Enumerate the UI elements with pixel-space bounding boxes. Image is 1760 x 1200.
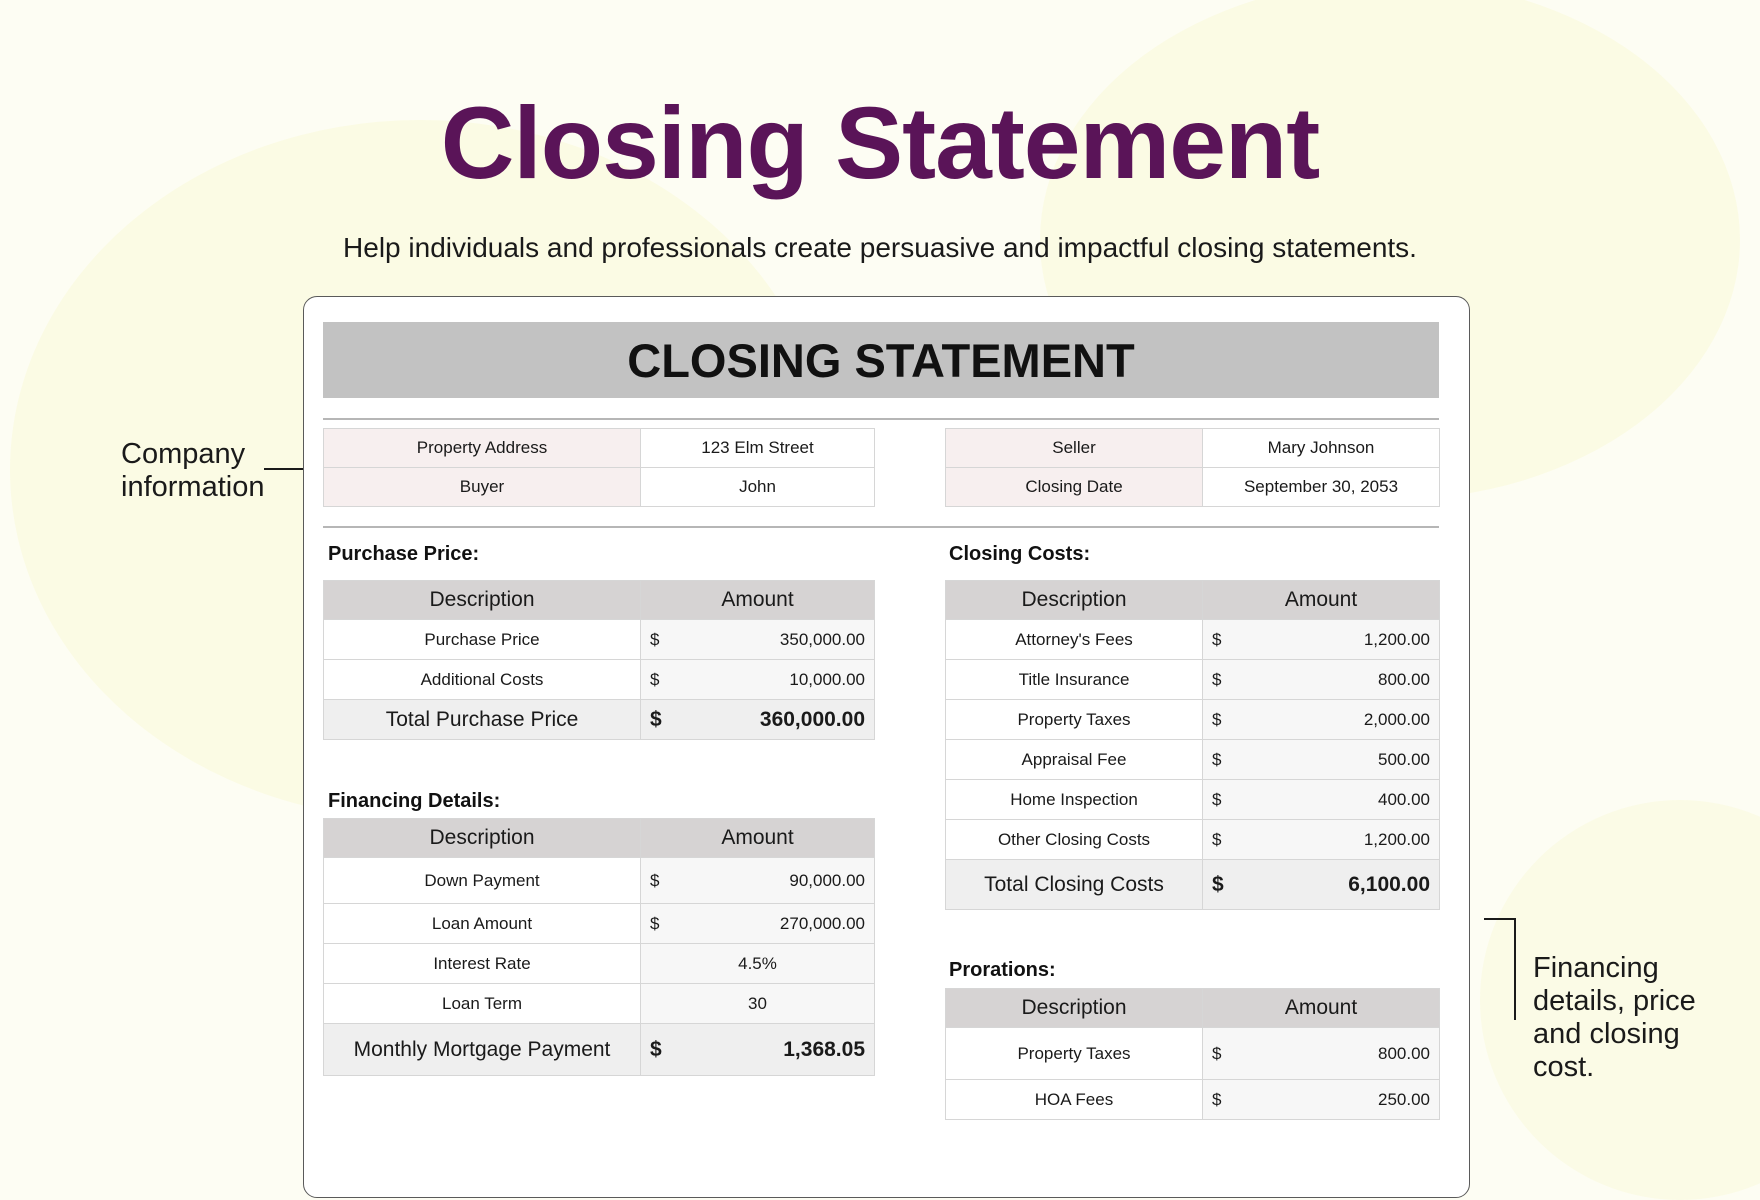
row-description: Property Taxes xyxy=(946,700,1203,740)
divider xyxy=(323,526,1439,528)
table-row xyxy=(946,700,1440,740)
page-title: Closing Statement xyxy=(440,86,1320,200)
row-description: Property Taxes xyxy=(946,1028,1203,1080)
section-label-financing: Financing Details: xyxy=(328,790,501,812)
info-table-left xyxy=(323,428,875,507)
table-row xyxy=(324,660,875,700)
table-row xyxy=(946,660,1440,700)
row-amount[interactable]: $ 800.00 xyxy=(1203,660,1440,700)
row-amount[interactable]: $ 350,000.00 xyxy=(641,620,875,660)
info-value[interactable]: Mary Johnson xyxy=(1203,429,1440,468)
table-row xyxy=(324,620,875,660)
row-amount[interactable]: $ 400.00 xyxy=(1203,780,1440,820)
row-value[interactable]: 4.5% xyxy=(641,944,875,984)
callout-line xyxy=(1484,918,1515,920)
info-row xyxy=(324,468,875,507)
info-label: Buyer xyxy=(324,468,641,507)
row-description: Title Insurance xyxy=(946,660,1203,700)
column-header-amount: Amount xyxy=(1203,989,1440,1028)
section-label-closing-costs: Closing Costs: xyxy=(949,543,1091,565)
row-description: Additional Costs xyxy=(324,660,641,700)
section-label-purchase: Purchase Price: xyxy=(328,543,480,565)
table-row xyxy=(946,780,1440,820)
row-value[interactable]: 30 xyxy=(641,984,875,1024)
row-description: Loan Amount xyxy=(324,904,641,944)
table-row xyxy=(324,984,875,1024)
prorations-table xyxy=(945,988,1440,1120)
total-row xyxy=(946,860,1440,910)
total-row xyxy=(324,700,875,740)
row-description: Interest Rate xyxy=(324,944,641,984)
row-amount[interactable]: $ 90,000.00 xyxy=(641,858,875,904)
total-label: Total Closing Costs xyxy=(946,860,1203,910)
financing-table xyxy=(323,818,875,1076)
info-label: Property Address xyxy=(324,429,641,468)
callout-line xyxy=(1514,918,1516,1020)
info-value[interactable]: September 30, 2053 xyxy=(1203,468,1440,507)
row-amount[interactable]: $ 500.00 xyxy=(1203,740,1440,780)
column-header-amount: Amount xyxy=(641,581,875,620)
table-row xyxy=(946,740,1440,780)
info-label: Closing Date xyxy=(946,468,1203,507)
row-description: Attorney's Fees xyxy=(946,620,1203,660)
row-description: Other Closing Costs xyxy=(946,820,1203,860)
table-row xyxy=(324,944,875,984)
closing-costs-table xyxy=(945,580,1440,910)
total-amount: $ 1,368.05 xyxy=(641,1024,875,1076)
info-value[interactable]: John xyxy=(641,468,875,507)
column-header-description: Description xyxy=(946,581,1203,620)
total-amount: $ 360,000.00 xyxy=(641,700,875,740)
info-row xyxy=(946,468,1440,507)
column-header-description: Description xyxy=(324,581,641,620)
row-description: Purchase Price xyxy=(324,620,641,660)
column-header-amount: Amount xyxy=(641,819,875,858)
row-amount[interactable]: $ 2,000.00 xyxy=(1203,700,1440,740)
table-header-row xyxy=(324,819,875,858)
table-row xyxy=(946,620,1440,660)
info-value[interactable]: 123 Elm Street xyxy=(641,429,875,468)
page-subtitle: Help individuals and professionals create persuasive and impactful closing statements. xyxy=(343,232,1417,263)
row-amount[interactable]: $ 250.00 xyxy=(1203,1080,1440,1120)
statement-sheet xyxy=(303,296,1470,1198)
row-amount[interactable]: $ 1,200.00 xyxy=(1203,620,1440,660)
info-row xyxy=(324,429,875,468)
purchase-table xyxy=(323,580,875,740)
row-description: Appraisal Fee xyxy=(946,740,1203,780)
table-row xyxy=(324,904,875,944)
sheet-header: CLOSING STATEMENT xyxy=(323,322,1439,398)
row-amount[interactable]: $ 1,200.00 xyxy=(1203,820,1440,860)
total-row xyxy=(324,1024,875,1076)
row-description: Down Payment xyxy=(324,858,641,904)
table-row xyxy=(946,1028,1440,1080)
divider xyxy=(323,418,1439,420)
total-label: Monthly Mortgage Payment xyxy=(324,1024,641,1076)
total-amount: $ 6,100.00 xyxy=(1203,860,1440,910)
info-table-right xyxy=(945,428,1440,507)
row-amount[interactable]: $ 10,000.00 xyxy=(641,660,875,700)
column-header-description: Description xyxy=(946,989,1203,1028)
column-header-amount: Amount xyxy=(1203,581,1440,620)
table-row xyxy=(946,820,1440,860)
table-row xyxy=(324,858,875,904)
column-header-description: Description xyxy=(324,819,641,858)
row-description: HOA Fees xyxy=(946,1080,1203,1120)
table-header-row xyxy=(946,989,1440,1028)
callout-company-information: Company information xyxy=(121,438,265,503)
table-header-row xyxy=(324,581,875,620)
row-description: Loan Term xyxy=(324,984,641,1024)
callout-financing-details: Financing details, price and closing cost. xyxy=(1533,952,1696,1083)
table-row xyxy=(946,1080,1440,1120)
table-header-row xyxy=(946,581,1440,620)
row-amount[interactable]: $ 800.00 xyxy=(1203,1028,1440,1080)
section-label-prorations: Prorations: xyxy=(949,959,1056,981)
info-row xyxy=(946,429,1440,468)
total-label: Total Purchase Price xyxy=(324,700,641,740)
row-amount[interactable]: $ 270,000.00 xyxy=(641,904,875,944)
row-description: Home Inspection xyxy=(946,780,1203,820)
info-label: Seller xyxy=(946,429,1203,468)
